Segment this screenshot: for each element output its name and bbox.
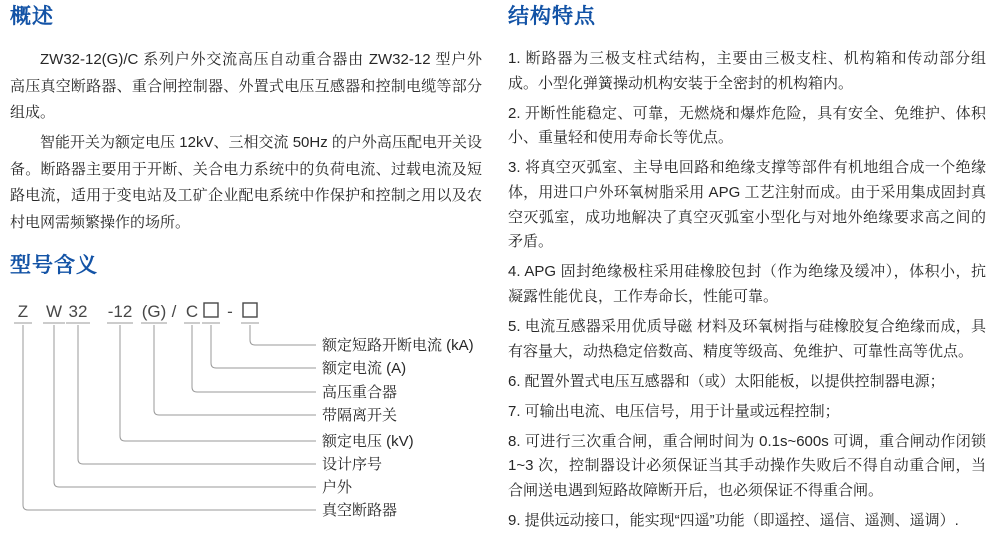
model-token: -12 — [107, 302, 133, 321]
model-token: Z — [17, 302, 29, 321]
feature-item: 1. 断路器为三极支柱式结构，主要由三极支柱、机构箱和传动部分组成。小型化弹簧操动机构安装于全密封的机构箱内。 — [508, 50, 986, 92]
model-label: 带隔离开关 — [322, 407, 398, 424]
model-label: 额定电流 (A) — [322, 360, 407, 377]
structure-features-section-title: 结构特点 — [508, 5, 596, 28]
model-connector-line — [78, 325, 316, 464]
model-label: 额定电压 (kV) — [322, 433, 414, 450]
model-connector-line — [23, 325, 316, 510]
model-label: 高压重合器 — [322, 384, 398, 401]
feature-item: 8. 可进行三次重合闸，重合闸时间为 0.1s~600s 可调，重合闸动作闭锁 1~3 次，控制器设计必须保证当其手动操作失败后不得自动重合闸，当合闸送电遇到短路故障断开后，也必须保证不得重合闸。 — [508, 432, 986, 499]
feature-item: 6. 配置外置式电压互感器和（或）太阳能板，以提供控制器电源； — [508, 372, 945, 390]
model-token: 32 — [68, 302, 88, 321]
model-connector-line — [54, 325, 316, 487]
model-token: C — [185, 302, 199, 321]
overview-paragraph-1: ZW32-12(G)/C 系列户外交流高压自动重合器由 ZW32-12 型户外高压真空断路器、重合闸控制器、外置式电压互感器和控制电缆等部分组成。 — [10, 51, 482, 121]
feature-item: 3. 将真空灭弧室、主导电回路和绝缘支撑等部件有机地组合成一个绝缘体，用进口户外环氧树脂采用 APG 工艺注射而成。由于采用集成固封真空灭弧室，成功地解决了真空灭弧室小型化与对地外绝缘要求高之间的矛盾。 — [508, 159, 986, 251]
model-meaning-section-title: 型号含义 — [10, 254, 98, 277]
model-connector-line — [250, 325, 316, 345]
structure-features-list — [508, 47, 986, 539]
model-connector-line — [211, 325, 316, 368]
model-token: / — [171, 302, 177, 321]
model-token: W — [45, 302, 63, 321]
feature-item: 9. 提供远动接口，能实现“四遥”功能（即遥控、遥信、遥测、遥调）. — [508, 512, 959, 530]
model-token: - — [227, 302, 233, 321]
model-designation-diagram — [10, 294, 482, 534]
model-label: 设计序号 — [322, 456, 383, 473]
model-label: 真空断路器 — [322, 502, 398, 519]
feature-item: 4. APG 固封绝缘极柱采用硅橡胶包封（作为绝缘及缓冲），体积小，抗凝露性能优良，工作寿命长，性能可靠。 — [508, 263, 986, 305]
model-label: 户外 — [322, 479, 353, 496]
model-token-box — [243, 303, 257, 317]
overview-paragraph-2: 智能开关为额定电压 12kV、三相交流 50Hz 的户外高压配电开关设备。断路器主要用于开断、关合电力系统中的负荷电流、过载电流及短路电流，适用于变电站及工矿企业配电系统中作保护和控制之用以及农村电网需频繁操作的场所。 — [10, 134, 482, 231]
overview-section-title: 概述 — [10, 5, 54, 28]
feature-item: 7. 可输出电流、电压信号，用于计量或远程控制； — [508, 402, 840, 420]
model-label: 额定短路开断电流 (kA) — [322, 337, 474, 354]
model-token-box — [204, 303, 218, 317]
feature-item: 2. 开断性能稳定、可靠，无燃烧和爆炸危险，具有安全、免维护、体积小、重量轻和使用寿命长等优点。 — [508, 104, 986, 147]
model-token: (G) — [141, 302, 167, 321]
model-connector-line — [154, 325, 316, 415]
model-connector-line — [120, 325, 316, 441]
feature-item: 5. 电流互感器采用优质导磁 材料及环氧树指与硅橡胶复合绝缘而成，具有容量大，动热稳定倍数高、精度等级高、免维护、可靠性高等优点。 — [508, 317, 986, 360]
